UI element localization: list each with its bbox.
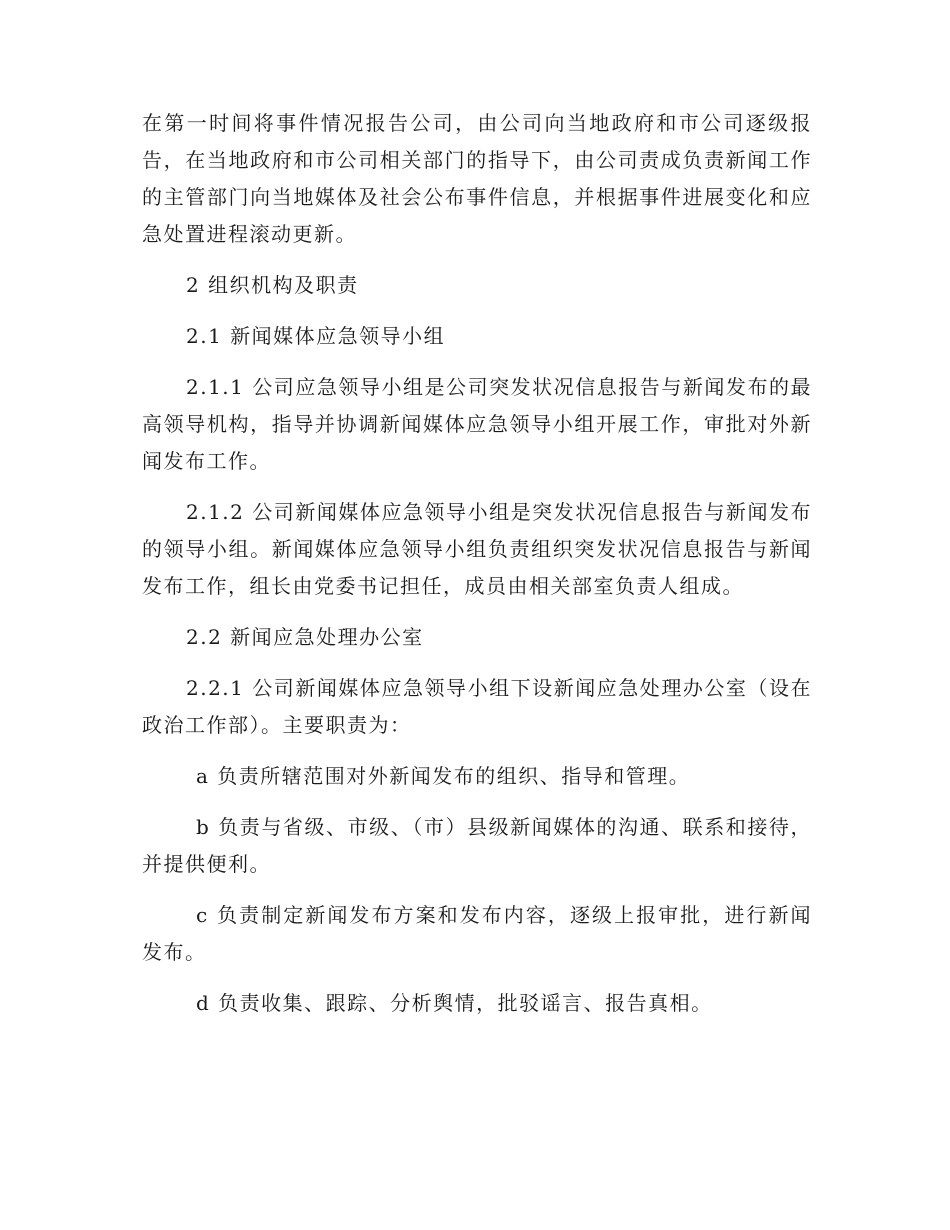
list-item-d: d 负责收集、跟踪、分析舆情，批驳谣言、报告真相。	[196, 991, 713, 1015]
list-item-b: b 负责与省级、市级、（市）县级新闻媒体的沟通、联系和接待，并提供便利。	[142, 815, 812, 876]
clause-2-1-1: 2.1.1 公司应急领导小组是公司突发状况信息报告与新闻发布的最高领导机构，指导并协调新闻媒体应急领导小组开展工作，审批对外新闻发布工作。	[142, 375, 812, 473]
section-heading-2-1: 2.1 新闻媒体应急领导小组	[186, 324, 446, 348]
clause-2-1-2: 2.1.2 公司新闻媒体应急领导小组是突发状况信息报告与新闻发布的领导小组。新闻媒体应急领导小组负责组织突发状况信息报告与新闻发布工作，组长由党委书记担任，成员由相关部室负责人组成。	[142, 500, 812, 598]
list-item-a: a 负责所辖范围对外新闻发布的组织、指导和管理。	[196, 764, 691, 788]
section-heading-2-2: 2.2 新闻应急处理办公室	[186, 625, 424, 649]
document-body	[142, 105, 812, 1036]
section-heading-2: 2 组织机构及职责	[186, 273, 359, 297]
clause-2-2-1: 2.2.1 公司新闻媒体应急领导小组下设新闻应急处理办公室（设在政治工作部）。主要职责为：	[142, 676, 812, 737]
paragraph-continuation: 在第一时间将事件情况报告公司，由公司向当地政府和市公司逐级报告，在当地政府和市公司相关部门的指导下，由公司责成负责新闻工作的主管部门向当地媒体及社会公布事件信息，并根据事件进展变化和应急处置进程滚动更新。	[142, 111, 812, 246]
list-item-c: c 负责制定新闻发布方案和发布内容，逐级上报审批，进行新闻发布。	[142, 903, 812, 964]
